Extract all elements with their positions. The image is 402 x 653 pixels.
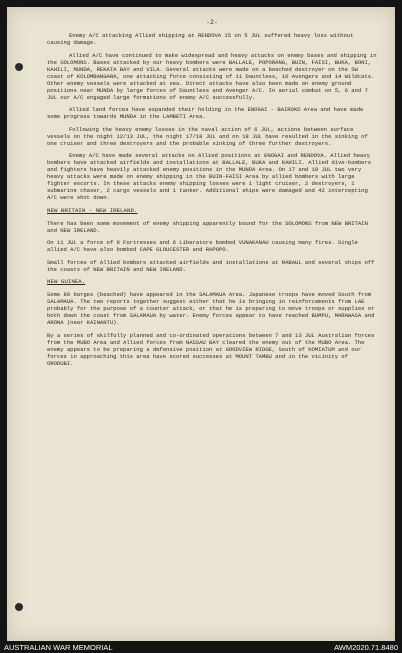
- paragraph: Following the heavy enemy losses in the naval action of 6 JUL, actions between surface vessels on the night 12/13 JUL, the night 17/18 JUL and on 18 JUL have resulted in the sinking of one cruiser and three destroyers and the probable sinking of three further destroyers.: [47, 125, 368, 147]
- punch-hole: [15, 63, 23, 71]
- paragraph: Enemy A/C have made several attacks on Allied positions at ENOGAI and RENDOVA. Allied heavy bombers have attacked airfields and installations at BALLALE, BUKA and KAHILI. Allied dive-bombers and fighters have heavily attacked enemy positions in the MUNDA Area. On 17 and 18 JUL two very heavy attacks were made on enemy shipping in the BUIN-FAISI Area by allied bombers with large fighter escorts. In these attacks enemy shipping losses were 1 light cruiser, 2 destroyers, 1 submarine chaser, 2 cargo vessels and 1 tanker. Additional ships were damaged and 42 intercepting A/C were shot down.: [47, 152, 372, 201]
- footer-accession-number: AWM2020.71.8480: [334, 642, 398, 652]
- paragraph: Some 80 barges (beached) have appeared in the SALAMAUA Area. Japanese troops have moved South from SALAMAUA. The two reports together suggest either that he is bringing in reinforcements from LAE probably for the purpose of a counter attack, or that he is preparing to move troops or supplies or both down the coast from SALAMAUA by water. Enemy forces appear to have reached BUMPU, MARAWASA and ARONA (near KAINANTU).: [47, 291, 375, 326]
- punch-hole: [15, 603, 23, 611]
- paragraph: On 11 JUL a force of 9 Fortresses and 6 Liberators bombed VUNAKANAU causing many fires. Single allied A/C have also bombed CAPE GLOUCESTER and RAPOPO.: [47, 239, 358, 253]
- section-heading-new-guinea: NEW GUINEA.: [47, 278, 86, 285]
- document-body: [47, 19, 377, 372]
- document-page: [7, 7, 395, 641]
- page-number: -2-: [206, 19, 218, 26]
- footer-source: AUSTRALIAN WAR MEMORIAL: [4, 642, 113, 652]
- archive-footer: [0, 641, 402, 653]
- paragraph: Allied A/C have continued to make widespread and heavy attacks on enemy bases and shipping in the SOLOMONS. Bases attacked by our heavy bombers were BALLALE, POPORANG, BUIN, FAISI, BUKA, BONI, KAHILI, MUNDA, REKATA BAY and VILA. Several attacks were made on a beached destroyer on the SW coast of KOLOMBANGARA, one attacking force consisting of 11 Dauntless, 10 Avengers and 14 Wildcats. Other enemy vessels were attacked at sea. Direct attacks have also been made on enemy ground positions near MUNDA by large forces of Dauntless and Avenger A/C. In aerial combat on 5, 6 and 7 JUL our A/C engaged large formations of enemy A/C successfully.: [47, 51, 377, 101]
- paragraph: By a series of skilfully planned and co-ordinated operations between 7 and 13 JUL Australian forces from the MUBO Area and Allied forces from NASSAU BAY cleared the enemy out of the MUBO Area. The enemy appears to be preparing a defensive position at GOODVIEW RIDGE, South of KOMIATUM and our forces in approaching this area have scored successes at MOUNT TAMBU and in the vicinity of ORODUBI.: [47, 331, 375, 367]
- paragraph: Allied land forces have expanded their holding in the ENOGAI - BAIROKO Area and have made some progress towards MUNDA in the LAMBETI Area.: [47, 106, 364, 120]
- paragraph: Small forces of Allied bombers attacked airfields and installations at RABAUL and several ships off the coasts of NEW BRITAIN and NEW IRELAND.: [47, 258, 375, 273]
- paragraph: There has been some movement of enemy shipping apparently bound for the SOLOMONS from NEW BRITAIN and NEW IRELAND.: [47, 219, 368, 234]
- section-heading-new-britain: NEW BRITAIN - NEW IRELAND.: [47, 206, 138, 214]
- paragraph: Enemy A/C attacking Allied shipping at RENDOVA 15 on 5 JUL suffered heavy loss without causing damage.: [47, 32, 354, 46]
